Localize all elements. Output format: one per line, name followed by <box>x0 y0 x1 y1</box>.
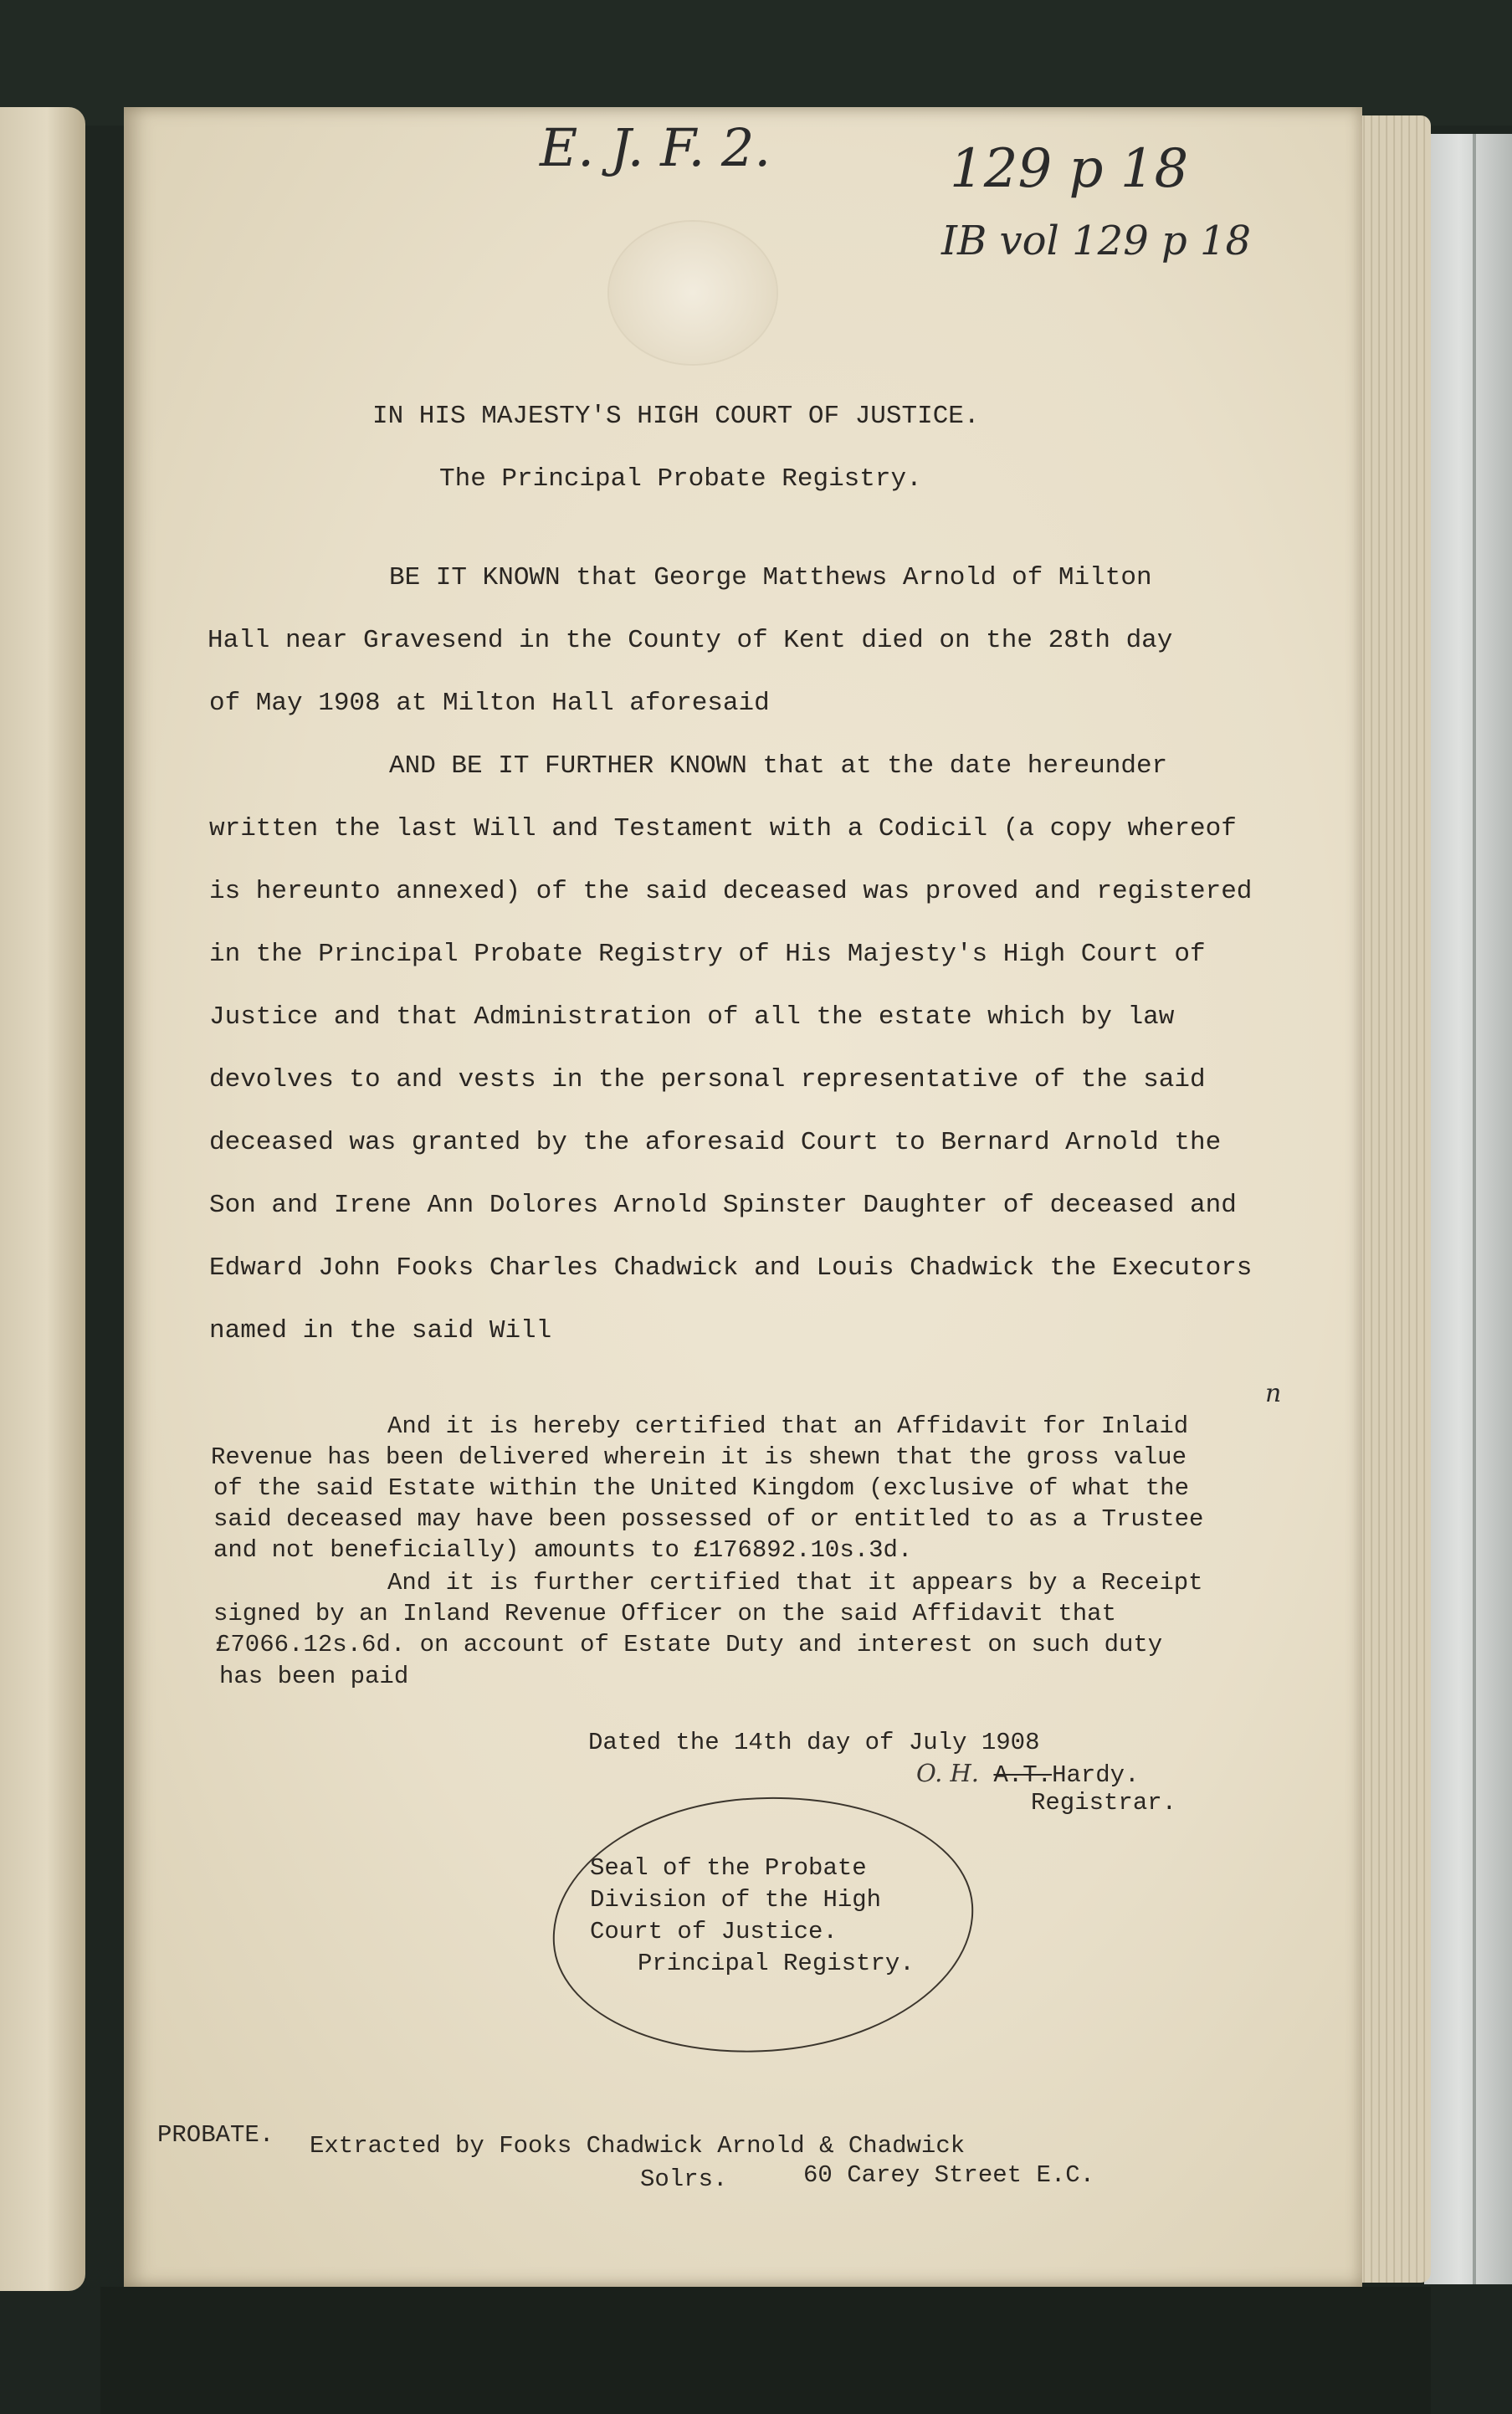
registrar-title: Registrar. <box>1031 1789 1177 1817</box>
heading-registry: The Principal Probate Registry. <box>439 464 922 494</box>
book-cover-board <box>1424 134 1512 2284</box>
body-line: Son and Irene Ann Dolores Arnold Spinster Daughter of deceased and <box>209 1191 1237 1220</box>
seal-text-line: Division of the High <box>590 1886 882 1914</box>
body-line: Hall near Gravesend in the County of Kent died on the 28th day <box>208 626 1173 655</box>
seal-text-line: Court of Justice. <box>590 1918 838 1945</box>
certification-line: and not beneficially) amounts to £176892.10s.3d. <box>213 1536 913 1564</box>
certification-line: £7066.12s.6d. on account of Estate Duty and interest on such duty <box>216 1631 1163 1658</box>
body-line: BE IT KNOWN that George Matthews Arnold of Milton <box>389 563 1152 592</box>
handwritten-reference-right-secondary: IB vol 129 p 18 <box>941 218 1252 264</box>
certification-line: Revenue has been delivered wherein it is shewn that the gross value <box>211 1443 1187 1471</box>
embossed-crest <box>609 222 777 364</box>
body-line: written the last Will and Testament with a Codicil (a copy whereof <box>209 814 1237 843</box>
certification-line: said deceased may have been possessed of or entitled to as a Trustee <box>213 1505 1204 1533</box>
handwritten-correction: n <box>1265 1379 1282 1408</box>
body-line: of May 1908 at Milton Hall aforesaid <box>209 689 770 718</box>
body-line: is hereunto annexed) of the said deceased was proved and registered <box>209 877 1253 906</box>
date-line: Dated the 14th day of July 1908 <box>588 1729 1040 1756</box>
cover-stripe <box>1473 134 1476 2284</box>
body-line: deceased was granted by the aforesaid Court to Bernard Arnold the <box>209 1128 1222 1157</box>
certification-line: And it is further certified that it appears by a Receipt <box>387 1569 1203 1597</box>
handwritten-reference-left: E. J. F. 2. <box>540 117 771 178</box>
signature-struck-initials: A.T. <box>993 1761 1053 1789</box>
body-line: Justice and that Administration of all the estate which by law <box>209 1002 1175 1032</box>
body-line: named in the said Will <box>209 1316 552 1345</box>
handwritten-reference-right: 129 p 18 <box>950 138 1189 200</box>
certification-line: has been paid <box>219 1663 409 1690</box>
registrar-signature <box>916 1759 1139 1789</box>
footer-solicitors: Solrs. <box>640 2165 728 2193</box>
certification-line: signed by an Inland Revenue Officer on the said Affidavit that <box>213 1600 1116 1627</box>
signature-name: Hardy. <box>1052 1761 1140 1789</box>
seal-text-line: Principal Registry. <box>638 1950 915 1977</box>
left-page-edge <box>0 107 85 2291</box>
body-line: in the Principal Probate Registry of His Majesty's High Court of <box>209 940 1206 969</box>
heading-court: IN HIS MAJESTY'S HIGH COURT OF JUSTICE. <box>372 402 980 431</box>
footer-label: PROBATE. <box>157 2121 274 2149</box>
book-bottom-edge <box>100 2287 1431 2414</box>
footer-extracted-by: Extracted by Fooks Chadwick Arnold & Chadwick <box>310 2132 966 2160</box>
certification-line: of the said Estate within the United Kingdom (exclusive of what the <box>213 1474 1189 1502</box>
footer-address: 60 Carey Street E.C. <box>803 2161 1095 2189</box>
body-line: Edward John Fooks Charles Chadwick and Louis Chadwick the Executors <box>209 1253 1253 1283</box>
body-line: AND BE IT FURTHER KNOWN that at the date hereunder <box>389 751 1168 781</box>
signature-initials: O. H. <box>916 1759 980 1787</box>
body-line: devolves to and vests in the personal representative of the said <box>209 1065 1206 1094</box>
certification-line: And it is hereby certified that an Affidavit for Inlaid <box>387 1412 1189 1440</box>
seal-text-line: Seal of the Probate <box>590 1854 867 1882</box>
